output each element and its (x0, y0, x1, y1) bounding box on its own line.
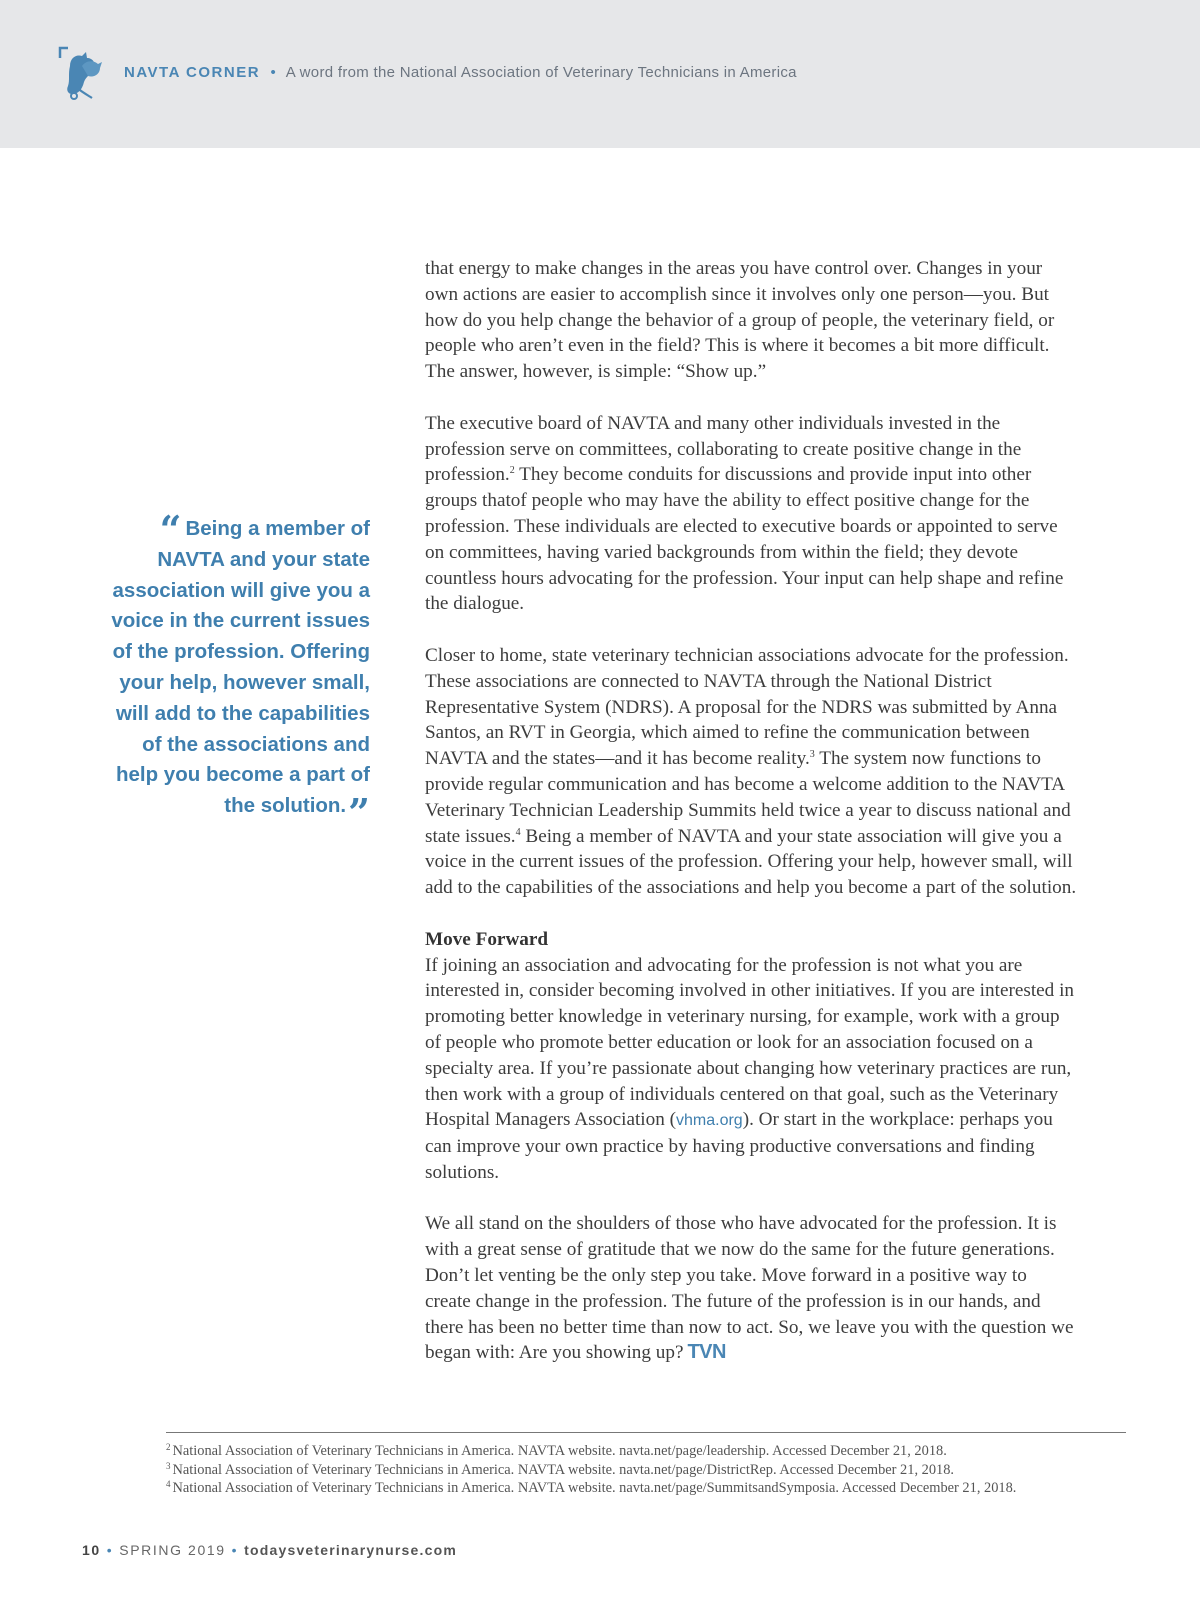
paragraph-3-text-a: Closer to home, state veterinary technician associations advocate for the profession. These associations are connected to NAVTA through the National District Representative System (NDRS). A proposal for the NDRS was submitted by Anna Santos, an RVT in Georgia, which aimed to refine the communication between NAVTA and the states—and it has become reality. (425, 644, 1069, 770)
open-quote-mark: “ (159, 507, 182, 552)
footnote-item (166, 1479, 1146, 1498)
paragraph-1: that energy to make changes in the areas you have control over. Changes in your own actions are easier to accomplish since it involves only one person—you. But how do you help change the behavior of a group of people, the veterinary field, or people who aren’t even in the field? This is where it becomes a bit more difficult. The answer, however, is simple: “Show up.” (425, 258, 1055, 383)
paragraph-4-text-a: If joining an association and advocating for the profession is not what you are interested in, consider becoming involved in other initiatives. If you are interested in promoting better knowledge in veterinary nursing, for example, work with a group of people who promote better education or look for an association focused on a specialty area. If you’re passionate about changing how veterinary practices are run, then work with a group of individuals centered on that goal, such as the Veterinary Hospital Managers Association ( (425, 954, 1074, 1131)
navta-dog-cat-logo-icon (56, 44, 106, 104)
footnote-divider (166, 1432, 1126, 1433)
footnote-ref-4[interactable]: 4 (515, 826, 521, 838)
footer-bullet: • (106, 1542, 114, 1558)
page-number: 10 (82, 1542, 101, 1558)
close-quote-mark: ” (348, 790, 370, 836)
footnote-text: National Association of Veterinary Technicians in America. NAVTA website. navta.net/page/leadership. Accessed December 21, 2018. (172, 1443, 947, 1459)
website-link[interactable]: todaysveterinarynurse.com (244, 1542, 457, 1558)
paragraph-5 (425, 1211, 1077, 1366)
vhma-link[interactable]: vhma.org (676, 1112, 743, 1130)
section-name: NAVTA CORNER (124, 64, 261, 81)
paragraph-4-text-b: ). Or start in the workplace: perhaps you can improve your own practice by having productive conversations and finding solutions. (425, 1109, 1053, 1183)
footnote-text: National Association of Veterinary Technicians in America. NAVTA website. navta.net/page/SummitsandSymposia. Accessed December 21, 2018. (172, 1480, 1017, 1496)
footer-bullet: • (231, 1542, 239, 1558)
footnote-ref-3[interactable]: 3 (809, 749, 815, 761)
footnote-number: 2 (166, 1442, 171, 1452)
footnotes (166, 1442, 1146, 1498)
tvn-end-mark: TVN (687, 1341, 726, 1364)
paragraph-5-text: We all stand on the shoulders of those who have advocated for the profession. It is with a great sense of gratitude that we now do the same for the future generations. Don’t let venting be the only step you take. Move forward in a positive way to create change in the profession. The future of the profession is in our hands, and there has been no better time than now to act. So, we leave you with the question we began with: Are you showing up? (425, 1213, 1074, 1364)
article-body (425, 256, 1077, 1392)
issue-label: SPRING 2019 (119, 1542, 226, 1558)
header-title (124, 64, 797, 81)
section-heading: Move Forward (425, 928, 549, 950)
footnote-text: National Association of Veterinary Technicians in America. NAVTA website. navta.net/page/DistrictRep. Accessed December 21, 2018. (172, 1461, 955, 1478)
footnote-number: 3 (166, 1460, 171, 1471)
footnote-item (166, 1442, 1146, 1461)
page-footer (82, 1542, 457, 1558)
paragraph-3-text-c: Being a member of NAVTA and your state association will give you a voice in the current issues of the profession. Offering your help, however small, will add to the capabilities of the associations and help you become a part of the solution. (425, 825, 1077, 899)
paragraph-4 (425, 953, 1077, 1186)
pull-quote-text: Being a member of NAVTA and your state association will give you a voice in the current issues of the profession. Offering your help, however small, will add to the capabilities of the associations and help you become a part of the solution. (111, 517, 370, 818)
footnote-number: 4 (166, 1479, 171, 1489)
pull-quote (110, 507, 370, 836)
paragraph-2 (425, 411, 1077, 617)
footnote-ref-2[interactable]: 2 (509, 465, 515, 477)
header-subtitle: A word from the National Association of Veterinary Technicians in America (285, 64, 797, 81)
footnote-item (166, 1461, 1146, 1480)
paragraph-2-text-b: They become conduits for discussions and provide input into other groups thatof people who may have the ability to effect positive change for the profession. These individuals are elected to executive boards or appointed to serve on committees, having varied backgrounds from within the field; they devote countless hours advocating for the profession. Your input can help shape and refine the dialogue. (425, 464, 1064, 615)
paragraph-3-text-b: The system now functions to provide regular communication and has become a welcome addition to the NAVTA Veterinary Technician Leadership Summits held twice a year to discuss national and state issues. (425, 748, 1071, 847)
paragraph-3 (425, 643, 1077, 901)
paragraph-2-text-a: The executive board of NAVTA and many other individuals invested in the profession serve on committees, collaborating to create positive change in the profession. (425, 412, 1022, 486)
page-header (0, 0, 1200, 148)
header-bullet: • (270, 64, 277, 81)
